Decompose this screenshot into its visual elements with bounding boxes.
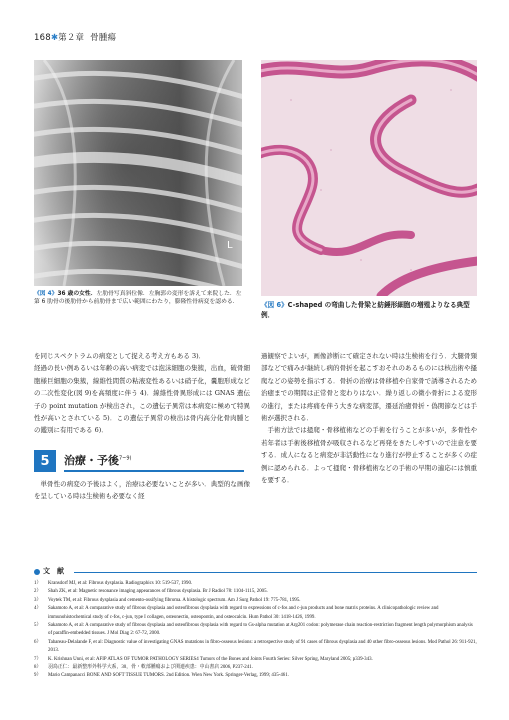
figure4-caption-text: 左肋骨写真斜位像．左胸郭の変形を訴えて来院した．左第 6 肋骨の後肋骨から前肋骨まで広い範囲にわたり，膨隆性骨病変を認める． xyxy=(34,291,242,305)
chapter-label: 第２章 xyxy=(58,33,85,43)
left-column xyxy=(34,350,250,437)
figure6-histology-image xyxy=(261,60,477,296)
figure6-caption-text: C-shaped の弯曲した骨梁と紡錘形細胞の増殖よりなる典型例． xyxy=(261,301,470,319)
reference-item: 2） Shah ZK, et al: Magnetic resonance imaging appearances of fibrous dysplasia. Br J Radiol 78: 1104-1115, 2005. xyxy=(34,589,268,595)
section-number: 5 xyxy=(34,450,56,472)
chapter-title: 骨腫瘍 xyxy=(90,33,117,43)
reference-item: 1） Kransdorf MJ, et al: Fibrous dysplasia. Radiographics 10: 519-537, 1990. xyxy=(34,581,193,586)
figure6-caption xyxy=(261,301,479,320)
section-title: 治療・予後$^{7\sim 9)}$ xyxy=(64,454,132,467)
page-number: 168 xyxy=(34,33,51,43)
references-label: 文 献 xyxy=(43,567,64,575)
figure4-title: 36 歳の女性． xyxy=(57,291,97,297)
figure4-caption xyxy=(34,290,244,306)
reference-item: 5） Sakamoto A, et al: A comparative study of fibrous dysplasia and osteofibrous dysplasia with regard to Gs-alpha mutation at Arg201 codon: polymerase chain reaction-restriction fragment length polymorphism analysis of paraffin-embedded tissues. J Mol Diag 2: 67-72, 2000. xyxy=(34,623,473,637)
reference-item: 3） Voytek TM, et al: Fibrous dysplasia and cemento-ossifying fibroma. A histologic spectrum. Am J Surg Pathol 19: 775-781, 1995. xyxy=(34,597,301,603)
section-heading xyxy=(34,450,244,472)
right-column xyxy=(261,350,477,486)
paragraph: 経過の長い例あるいは年齢の高い病変では泡沫細胞の集簇，出血，破骨細胞様巨細胞の集簇，線維性間質の粘液変性あるいは硝子化，嚢胞形成などの二次性変化(図 9)を高頻度に伴う 4)．線維性骨異形成には GNAS 遺伝子の point mutation が検出され，この遺伝子異常は本病変に極めて特異性が高いとされている 5)．この遺伝子異常の検出は骨内高分化骨肉腫との鑑別に有用である 6)． xyxy=(34,364,250,435)
figure6-label: 《図 6》 xyxy=(261,301,288,309)
bullet-icon xyxy=(34,569,40,575)
references-heading xyxy=(34,566,477,578)
reference-item: 8） 羽鳥正仁：最新整形外科学大系，30，骨・軟部腫瘍および関連疾患：中山書店 2006, P237-241. xyxy=(34,665,253,671)
paragraph: 単骨性の病変の予後はよく，治療は必要ないことが多い．典型的な画像を呈している時は生検術も必要なく経 xyxy=(34,480,250,501)
running-header xyxy=(34,31,116,43)
paragraph: 過観察でよいが，画像診断にて確定されない時は生検術を行う．大腿骨頸部などで痛みが継続し病的骨折を起こすおそれのあるものには核出術や搔爬などの姿勢を指示する．骨折の治療は骨移植や自家骨で誘導されるため治癒までの期間は正常骨と変わりはない．繰り返しの微小骨折による変形の進行，または疼痛を伴う大きな病変部，遷延治癒骨折・偽関節などは手術が選択される． xyxy=(261,352,477,423)
references-list xyxy=(34,580,477,681)
reference-item: 6） Tabareau-Delalande F, et al: Diagnostic value of investigating GNAS mutations in fibro-osseous lesions: a retrospective study of 91 cases of fibrous dysplasia and 40 other fibro-osseous lesions. Mod Pathol 26: 911-921, 2013. xyxy=(34,639,477,654)
reference-item: 7） K. Krishnan Unni, et al: AFIP ATLAS OF TUMOR PATHOLOGY SERIES4 Tumors of the Bones and Joints Fourth Series: Silver Spring, Maryland 2005; p339-343. xyxy=(34,656,373,662)
reference-item: 9） Mario Campanacci BONE AND SOFT TISSUE TUMORS. 2nd Edition. Wien New York. Springer-Verlag, 1999; 435-461. xyxy=(34,673,289,679)
star-icon: ✱ xyxy=(50,33,59,43)
section-underline xyxy=(64,470,244,472)
reference-item: 4） Sakamoto A, et al: A comparative study of fibrous dysplasia and osteofibrous dysplasia with regard to expressions of c-fos and c-jun products and bone matrix proteins. A clinicopathologic review and immunohistochemical study of c-fos, c-jun, type I collagen, osteonectin, osteopontin, and osteocalcin. Hum Pathol 30: 1418-1426, 1999. xyxy=(34,606,439,620)
left-column-continued xyxy=(34,478,250,503)
figure4-label: 《図 4》 xyxy=(34,291,58,297)
references-rule xyxy=(74,572,477,573)
section-ref: 7~9) xyxy=(119,455,132,462)
xray-side-marker: L xyxy=(227,240,233,251)
paragraph: 手術方法では掻爬・骨移植術などの手術を行うことが多いが，多骨性や若年者は手術後移植骨が吸収されるなど再発をきたしやすいので注意を要する．成人になると病変が非活動性になり進行が停止することが多くの症例に認められる．よって掻爬・骨移植術などの手術の早期の適応には慎重を要する． xyxy=(261,426,477,485)
figure4-xray-image xyxy=(34,60,242,286)
paragraph: を同じスペクトラムの病変として捉える考え方もある 3)． xyxy=(34,352,206,360)
